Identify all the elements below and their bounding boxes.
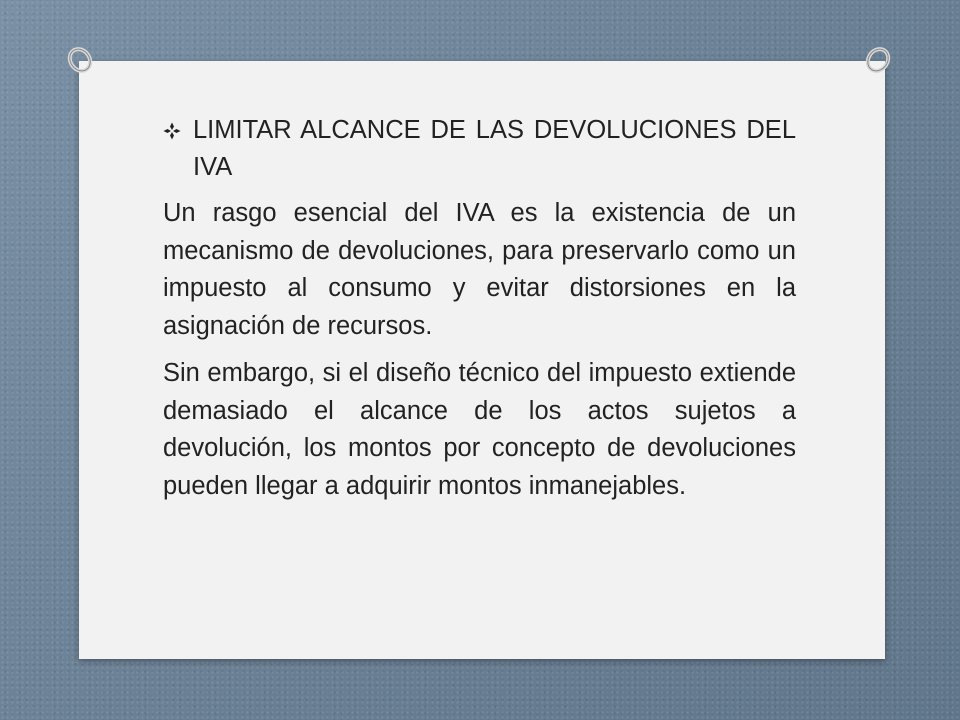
ring-pin-icon [864,46,892,74]
slide-heading: LIMITAR ALCANCE DE LAS DEVOLUCIONES DEL IVA [193,116,796,181]
paragraph-2: Sin embargo, si el diseño técnico del impuesto extiende demasiado el alcance de los actos sujetos a devolución, los montos por concepto de devoluciones pueden llegar a adquirir montos inmanejables. [163,359,796,500]
slide-content [163,112,796,515]
paragraph-1: Un rasgo esencial del IVA es la existencia de un mecanismo de devoluciones, para preservarlo como un impuesto al consumo y evitar distorsiones en la asignación de recursos. [163,199,796,340]
ring-pin-icon [66,46,94,74]
heading-row [163,112,796,186]
diamond-bullet-icon [163,112,193,145]
